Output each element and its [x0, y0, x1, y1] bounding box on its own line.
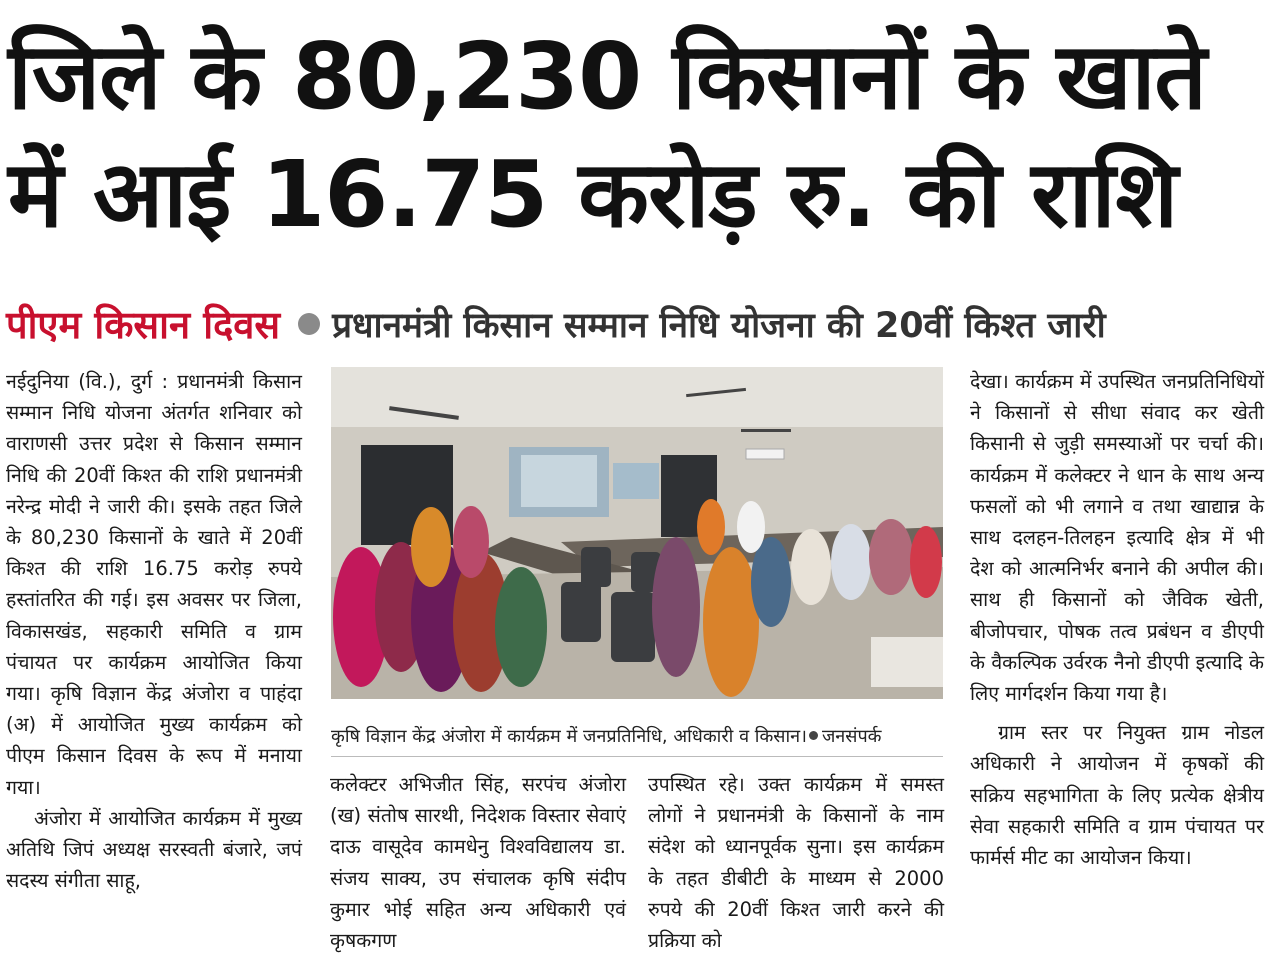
kicker-label: पीएम किसान दिवस — [6, 303, 281, 347]
subheadline — [6, 298, 1278, 350]
caption-text: कृषि विज्ञान केंद्र अंजोरा में कार्यक्रम में जनप्रतिनिधि, अधिकारी व किसान। — [331, 726, 807, 747]
photo-caption — [331, 724, 943, 748]
news-photo — [331, 367, 943, 699]
article-column-1 — [6, 366, 302, 956]
photo-credit: जनसंपर्क — [821, 726, 882, 747]
paragraph: उपस्थित रहे। उक्त कार्यक्रम में समस्त लोगों ने प्रधानमंत्री के किसानों के नाम संदेश को ध्यानपूर्वक सुना। इस कार्यक्रम के तहत डीबीटी के माध्यम से 2000 रुपये की 20वीं किश्त जारी करने की प्रक्रिया को — [648, 773, 944, 953]
headline — [0, 18, 1284, 254]
paragraph: नईदुनिया (वि.), दुर्ग : प्रधानमंत्री किसान सम्मान निधि योजना अंतर्गत शनिवार को वाराणसी उत्तर प्रदेश से किसान सम्मान निधि की 20वीं किश्त की राशि प्रधानमंत्री नरेन्द्र मोदी ने जारी की। इसके तहत जिले के 80,230 किसानों के खाते में 20वीं किश्त की राशि 16.75 करोड़ रुपये हस्तांतरित की गई। इस अवसर पर जिला, विकासखंड, सहकारी समिति व ग्राम पंचायत पर कार्यक्रम आयोजित किया गया। कृषि विज्ञान केंद्र अंजोरा व पाहंदा (अ) में आयोजित मुख्य कार्यक्रम को पीएम किसान दिवस के रूप में मनाया गया। — [6, 370, 302, 799]
article-column-2 — [330, 769, 626, 956]
headline-line-2: में आई 16.75 करोड़ रु. की राशि — [8, 141, 1178, 248]
paragraph: देखा। कार्यक्रम में उपस्थित जनप्रतिनिधियों ने किसानों से सीधा संवाद कर खेती किसानी से जुड़ी समस्याओं पर चर्चा की। कार्यक्रम में कलेक्टर ने धान के साथ अन्य फसलों को भी लगाने व तथा खाद्यान्न के साथ दलहन-तिलहन इत्यादि क्षेत्र में भी देश को आत्मनिर्भर बनाने की अपील की। साथ ही किसानों को जैविक खेती, बीजोपचार, पोषक तत्व प्रबंधन व डीएपी के वैकल्पिक उर्वरक नैनो डीएपी इत्यादि के लिए मार्गदर्शन किया गया है। — [970, 370, 1264, 706]
paragraph: ग्राम स्तर पर नियुक्त ग्राम नोडल अधिकारी ने आयोजन में कृषकों की सक्रिय सहभागिता के लिए प्रत्येक क्षेत्रीय सेवा सहकारी समिति व ग्राम पंचायत पर फार्मर्स मीट का आयोजन किया। — [970, 721, 1264, 870]
article-column-3 — [648, 769, 944, 956]
meeting-hall-illustration — [331, 367, 943, 699]
deck-text: प्रधानमंत्री किसान सम्मान निधि योजना की 20वीं किश्त जारी — [332, 305, 1106, 346]
headline-line-1: जिले के 80,230 किसानों के खाते — [8, 23, 1206, 130]
paragraph: कलेक्टर अभिजीत सिंह, सरपंच अंजोरा (ख) संतोष सारथी, निदेशक विस्तार सेवाएं दाऊ वासूदेव कामधेनु विश्वविद्यालय डा. संजय साक्य, उप संचालक कृषि संदीप कुमार भोई सहित अन्य अधिकारी एवं कृषकगण — [330, 773, 626, 953]
divider — [331, 756, 943, 757]
bullet-dot-icon — [298, 313, 320, 335]
bullet-dot-icon — [809, 731, 818, 740]
paragraph: अंजोरा में आयोजित कार्यक्रम में मुख्य अतिथि जिपं अध्यक्ष सरस्वती बंजारे, जपं सदस्य संगीता साहू, — [6, 806, 302, 893]
article-column-4 — [970, 366, 1264, 873]
